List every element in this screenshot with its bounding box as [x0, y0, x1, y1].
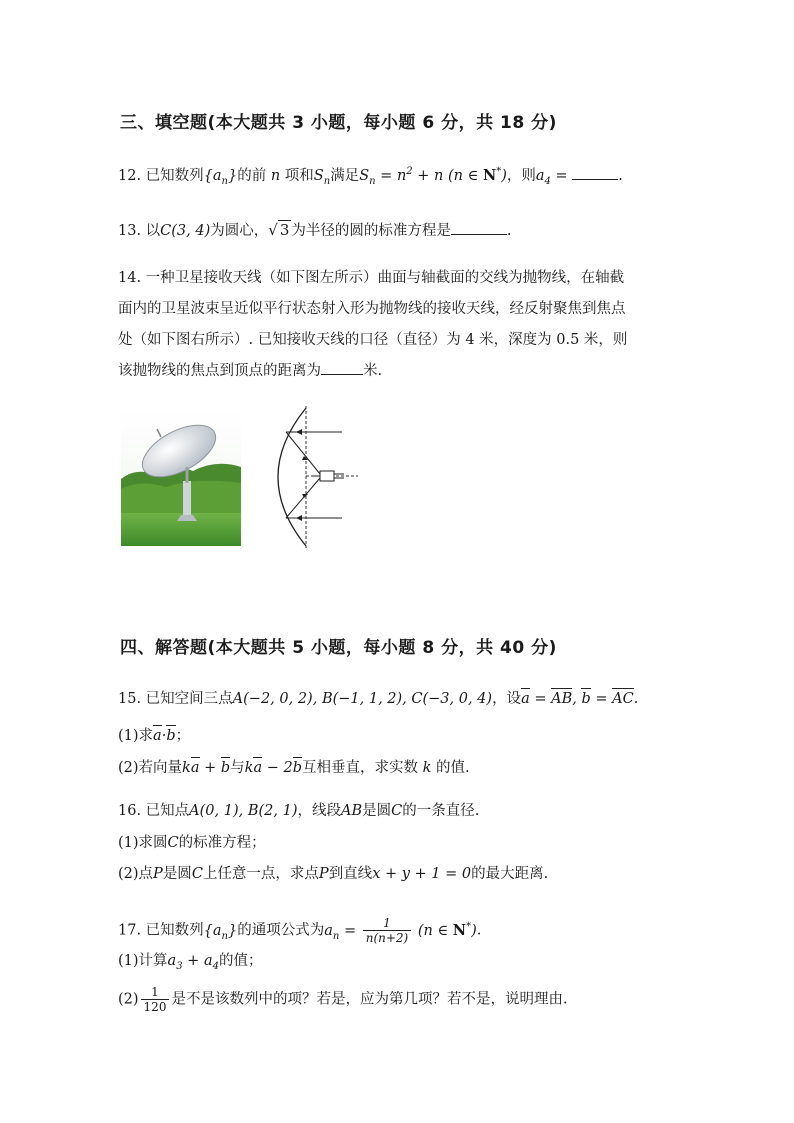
question-13: 13. 以C(3, 4)为圆心，√ 3 为半径的圆的标准方程是 . [118, 221, 512, 239]
question-17-part-2: (2) $\frac{1}{120}$ 是不是该数列中的项？若是，应为第几项？若不是，说明理由. [118, 985, 568, 1014]
q12-number: 12. [118, 167, 142, 184]
q16-points: A(0, 1), B(2, 1) [189, 803, 298, 819]
question-15-part-1: (1)求a·b； [118, 728, 191, 744]
q17-number: 17. [118, 922, 142, 939]
q16-number: 16. [118, 803, 142, 819]
question-12: 12. 已知数列$\{a_n\}$的前 n 项和$S_n$满足$S_n = n^2 + n$ (n ∈ N*)，则$a_4$ = . [118, 166, 623, 187]
q15-points: A(−2, 0, 2), B(−1, 1, 2), C(−3, 0, 4) [232, 691, 493, 707]
q14-number: 14. [118, 270, 142, 286]
q12-text: 已知数列 [145, 167, 204, 184]
parabola-reflection-diagram [262, 404, 362, 550]
q13-number: 13. [118, 223, 142, 239]
q16-line-equation: x + y + 1 = 0 [372, 866, 472, 882]
q13-center-point: C(3, 4) [160, 223, 211, 239]
question-17: 17. 已知数列$\{a_n\}$的通项公式为$a_n$ = $\frac{1}{n(n+2)}$ (n ∈ N*). [118, 916, 482, 945]
question-15: 15. 已知空间三点A(−2, 0, 2), B(−1, 1, 2), C(−3, 0, 4)，设a = AB, b = AC. [118, 691, 639, 707]
question-16-part-2: (2)点P是圆C上任意一点，求点P到直线x + y + 1 = 0的最大距离. [118, 866, 549, 882]
question-16: 16. 已知点A(0, 1), B(2, 1)，线段AB是圆C的一条直径. [118, 803, 480, 819]
q14-answer-blank[interactable] [321, 360, 363, 375]
satellite-dish-photo [121, 409, 241, 546]
section-3-title: 三、填空题(本大题共 3 小题，每小题 6 分，共 18 分) [120, 113, 557, 133]
q13-answer-blank[interactable] [451, 220, 507, 235]
question-16-part-1: (1)求圆C的标准方程； [118, 835, 266, 851]
q15-number: 15. [118, 691, 142, 707]
question-17-part-1: (1)计算$a_3 + a_4$的值； [118, 953, 263, 972]
section-4-title: 四、解答题(本大题共 5 小题，每小题 8 分，共 40 分) [120, 638, 557, 658]
question-15-part-2: (2)若向量ka + b与ka − 2b互相垂直，求实数 k 的值. [118, 760, 470, 776]
question-14: 14. 一种卫星接收天线（如下图左所示）曲面与轴截面的交线为抛物线，在轴截 面内的卫星波束呈近似平行状态射入形为抛物线的接收天线，经反射聚焦到焦点 处（如下图右所示）. 已知接收天线的口径（直径）为 4 米，深度为 0.5 米，则 该抛物线的焦点到顶点的距离为 米. [118, 270, 628, 379]
q12-answer-blank[interactable] [572, 165, 618, 180]
